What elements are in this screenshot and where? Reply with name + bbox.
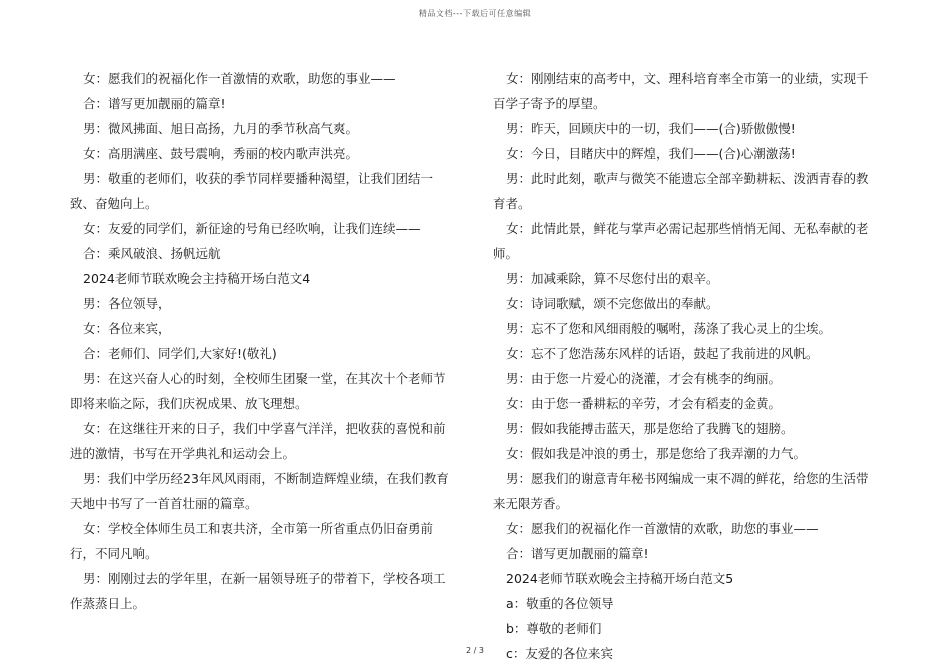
paragraph: 男：加减乘除，算不尽您付出的艰辛。 xyxy=(506,271,719,286)
paragraph: 男：在这兴奋人心的时刻，全校师生团聚一堂，在其次十个老师节即将来临之际，我们庆祝成果、放飞理想。 xyxy=(70,371,446,411)
paragraph: c：友爱的各位来宾 xyxy=(506,646,613,661)
paragraph: 合：谱写更加靓丽的篇章! xyxy=(83,96,226,111)
paragraph: 女：各位来宾， xyxy=(83,321,171,336)
paragraph: 男：昨天，回顾庆中的一切，我们——(合)骄傲傲慢! xyxy=(506,121,796,136)
paragraph: 女：愿我们的祝福化作一首激情的欢歌，助您的事业—— xyxy=(506,521,819,536)
page-number: 2 / 3 xyxy=(466,646,484,655)
paragraph: a：敬重的各位领导 xyxy=(506,596,614,611)
paragraph: 男：由于您一片爱心的浇灌，才会有桃李的绚丽。 xyxy=(506,371,782,386)
paragraph: 男：假如我能搏击蓝天，那是您给了我腾飞的翅膀。 xyxy=(506,421,794,436)
paragraph: 女：今日，目睹庆中的辉煌，我们——(合)心潮激荡! xyxy=(506,146,796,161)
paragraph: 男：忘不了您和风细雨般的嘱咐，荡涤了我心灵上的尘埃。 xyxy=(506,321,832,336)
paragraph: 男：愿我们的谢意青年秘书网编成一束不凋的鲜花，给您的生活带来无限芳香。 xyxy=(493,471,869,511)
right-column xyxy=(493,66,878,666)
paragraph: 女：学校全体师生员工和衷共济，全市第一所省重点仍旧奋勇前行，不同凡响。 xyxy=(70,521,434,561)
section-heading: 2024老师节联欢晚会主持稿开场白范文4 xyxy=(83,271,311,286)
paragraph: 男：此时此刻，歌声与微笑不能遗忘全部辛勤耕耘、泼洒青春的教育者。 xyxy=(493,171,869,211)
paragraph: 男：微风拂面、旭日高扬，九月的季节秋高气爽。 xyxy=(83,121,359,136)
paragraph: 女：忘不了您浩荡东风样的话语，鼓起了我前进的风帆。 xyxy=(506,346,819,361)
paragraph: 女：诗词歌赋，颂不完您做出的奉献。 xyxy=(506,296,719,311)
left-column xyxy=(70,66,455,616)
paragraph: 男：我们中学历经23年风风雨雨，不断制造辉煌业绩，在我们教育天地中书写了一首首壮丽的篇章。 xyxy=(70,471,449,511)
paragraph: 男：各位领导， xyxy=(83,296,171,311)
paragraph: 女：友爱的同学们，新征途的号角已经吹响，让我们连续—— xyxy=(83,221,421,236)
paragraph: 男：敬重的老师们，收获的季节同样要播种渴望，让我们团结一致、奋勉向上。 xyxy=(70,171,434,211)
paragraph: 女：高朋满座、鼓号震响，秀丽的校内歌声洪亮。 xyxy=(83,146,359,161)
paragraph: 合：老师们、同学们,大家好!(敬礼) xyxy=(83,346,277,361)
paragraph: 合：乘风破浪、扬帆远航 xyxy=(83,246,221,261)
paragraph: 男：刚刚过去的学年里，在新一届领导班子的带着下，学校各项工作蒸蒸日上。 xyxy=(70,571,446,611)
paragraph: 合：谱写更加靓丽的篇章! xyxy=(506,546,649,561)
paragraph: 女：在这继往开来的日子，我们中学喜气洋洋，把收获的喜悦和前进的激情，书写在开学典礼和运动会上。 xyxy=(70,421,446,461)
paragraph: 女：刚刚结束的高考中，文、理科培育率全市第一的业绩，实现千百学子寄予的厚望。 xyxy=(493,71,869,111)
paragraph: 女：由于您一番耕耘的辛劳，才会有稻麦的金黄。 xyxy=(506,396,782,411)
paragraph: 女：假如我是冲浪的勇士，那是您给了我弄潮的力气。 xyxy=(506,446,807,461)
paragraph: 女：此情此景，鲜花与掌声必需记起那些悄悄无闻、无私奉献的老师。 xyxy=(493,221,869,261)
paragraph: b：尊敬的老师们 xyxy=(506,621,602,636)
paragraph: 女：愿我们的祝福化作一首激情的欢歌，助您的事业—— xyxy=(83,71,396,86)
section-heading: 2024老师节联欢晚会主持稿开场白范文5 xyxy=(506,571,734,586)
page-header: 精品文档---下载后可任意编辑 xyxy=(418,9,532,18)
